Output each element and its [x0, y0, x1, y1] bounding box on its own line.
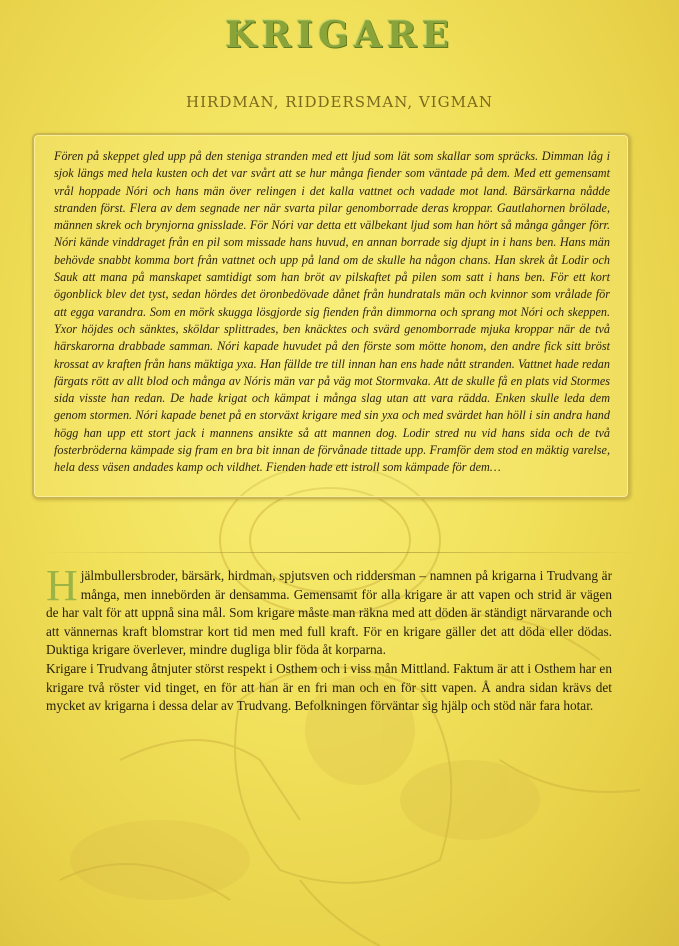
- body-paragraph-1: [46, 561, 612, 660]
- story-box: [32, 133, 630, 499]
- body-paragraph-1-text: jälmbullersbroder, bärsärk, hirdman, spjutsven och riddersman – namnen på krigarna i Trudvang är många, men innebörden är densamma. Gemensamt för alla krigare är att vapen och strid är vägen de har valt för att uppnå sina mål. Som krigare måste man räkna med att döden är ständigt närvarande och att vännernas kraft blomstrar kort tid men med full kraft. För en krigare gäller det att döda eller dödas. Duktiga krigare överlever, mindre dugliga blir föda åt korparna.: [46, 568, 612, 658]
- drop-cap: H: [46, 561, 78, 610]
- page-title: KRIGARE: [224, 14, 455, 56]
- section-divider: [40, 552, 640, 553]
- page-subtitle: HIRDMAN, RIDDERSMAN, VIGMAN: [186, 93, 493, 111]
- body-paragraph-2: Krigare i Trudvang åtnjuter störst respekt i Osthem och i viss mån Mittland. Faktum är att i Osthem har en krigare två röster vid tinget, en för att han är en fri man och en för sitt vapen. Å andra sidan krävs det mycket av krigarna i dessa delar av Trudvang. Befolkningen förväntar sig hjälp och stöd när fara hotar.: [46, 660, 612, 714]
- story-text: Fören på skeppet gled upp på den steniga stranden med ett ljud som lät som skallar som spräcks. Dimman låg i sjok längs med hela kusten och det var svårt att se hur många fiender som väntade på dem. Med ett gemensamt vrål hoppade Nóri och hans män över relingen i det kalla vattnet och vadade mot land. Bärsärkarna nådde stranden först. Flera av dem segnade ner när svarta pilar genomborrade deras kroppar. Gautlahornen brölade, männen skrek och brynjorna gnisslade. För Nóri var detta ett välbekant ljud som han hört så många gånger förr. Nóri kände vinddraget från en pil som missade hans huvud, en annan borrade sig djupt in i hans ben. Hans män behövde snabbt komma bort från vattnet och upp på land om de skulle ha någon chans. Han skrek åt Lodir och Sauk att mana på manskapet samtidigt som han bröt av pilskaftet på pilen som satt i hans ben. För ett kort ögonblick blev det tyst, sedan hördes det öronbedövade dånet från hundratals män och kvinnor som vrålade för att egga varandra. Som en mörk skugga lösgjorde sig fienden från dimmorna och sprang mot Nóri och skeppen. Yxor höjdes och sänktes, sköldar splittrades, ben knäcktes och svärd genomborrade mjuka kroppar när de två härskarorna drabbade samman. Nóri kapade huvudet på den förste som mötte honom, den andre fick sitt bröst krossat av kraften från hans mäktiga yxa. Han fällde tre till innan han ens hade nått stranden. Vattnet hade redan färgats rött av allt blod och många av Nóris män var på väg mot Stormvaka. Att de skulle få en plats vid Stormes sida visste han redan. De hade krigat och kämpat i många slag utan att vara rädda. Enken skulle leda dem genom stormen. Nóri kapade benet på en storväxt krigare med sin yxa och med svärdet han höll i sin andra hand högg han upp ett stort jack i mannens ansikte så att mannen dog. Lodir stred nu vid hans sida och de två fosterbröderna kämpade sig fram en bra bit innan de förvånade tittade upp. Framför dem stod en mäktig varelse, hela dess väsen andades kamp och vildhet. Fienden hade ett istroll som kämpade för dem…: [54, 149, 610, 475]
- body-text: [46, 561, 612, 716]
